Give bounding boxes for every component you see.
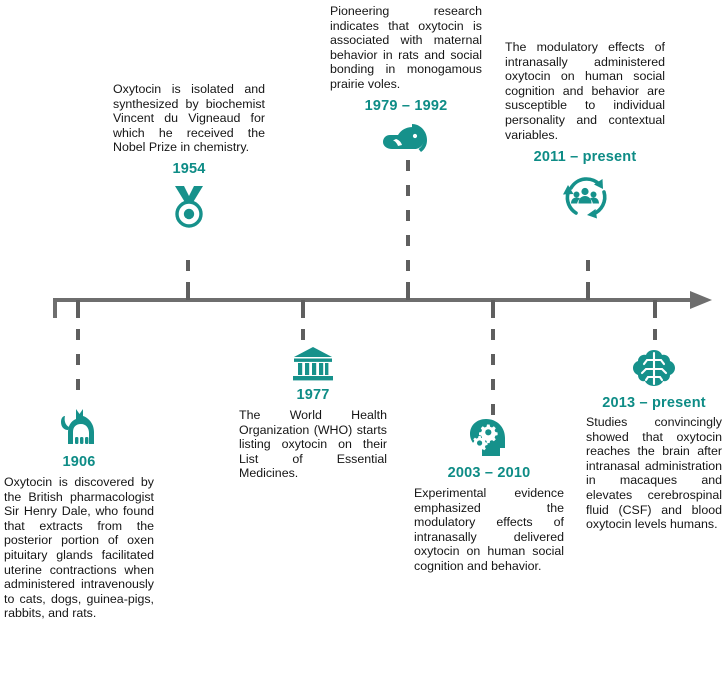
event-description: Oxytocin is discovered by the British pharmacologist Sir Henry Dale, who found that extracts from the posterior portion of oxen pituitary glands facilitated uterine contractions when administered intravenously to cats, dogs, guinea-pigs, rabbits, and rats. xyxy=(4,475,154,621)
timeline-event-1906[interactable] xyxy=(4,404,154,621)
event-description: Pioneering research indicates that oxytocin is associated with maternal behavior in rats and social bonding in monogamous prairie voles. xyxy=(330,4,482,91)
event-description: Experimental evidence emphasized the modulatory effects of intranasally delivered oxytocin on human social cognition and behavior. xyxy=(414,486,564,573)
timeline-event-2013-present[interactable] xyxy=(586,348,722,532)
institution-building-icon xyxy=(239,346,387,382)
timeline-event-2011-present[interactable] xyxy=(505,40,665,223)
event-date: 1906 xyxy=(62,454,96,470)
brain-icon xyxy=(586,348,722,390)
event-date: 2003 – 2010 xyxy=(447,465,531,481)
event-date: 2013 – present xyxy=(602,395,706,411)
event-date: 1954 xyxy=(172,160,206,177)
rat-icon xyxy=(330,121,482,155)
event-description: The World Health Organization (WHO) starts listing oxytocin on their List of Essential Medicines. xyxy=(239,408,387,481)
medal-icon xyxy=(113,184,265,228)
event-date: 2011 – present xyxy=(533,149,637,166)
event-description: The modulatory effects of intranasally administered oxytocin on human social cognition and behavior are susceptible to individual personality and contextual variables. xyxy=(505,40,665,142)
head-with-gears-icon xyxy=(414,418,564,460)
timeline-event-1977[interactable] xyxy=(239,346,387,481)
event-date: 1979 – 1992 xyxy=(364,97,448,114)
event-description: Studies convincingly showed that oxytocin reaches the brain after intranasal administration in macaques and elevates cerebrospinal fluid (CSF) and blood oxytocin levels humans. xyxy=(586,415,722,532)
people-cycle-icon xyxy=(505,171,665,223)
event-description: Oxytocin is isolated and synthesized by biochemist Vincent du Vigneaud for which he received the Nobel Prize in chemistry. xyxy=(113,82,265,155)
event-date: 1977 xyxy=(296,387,330,403)
timeline-event-1954[interactable] xyxy=(113,82,265,228)
timeline-event-1979-1992[interactable] xyxy=(330,4,482,155)
timeline-event-2003-2010[interactable] xyxy=(414,418,564,574)
cat-icon xyxy=(4,404,154,450)
